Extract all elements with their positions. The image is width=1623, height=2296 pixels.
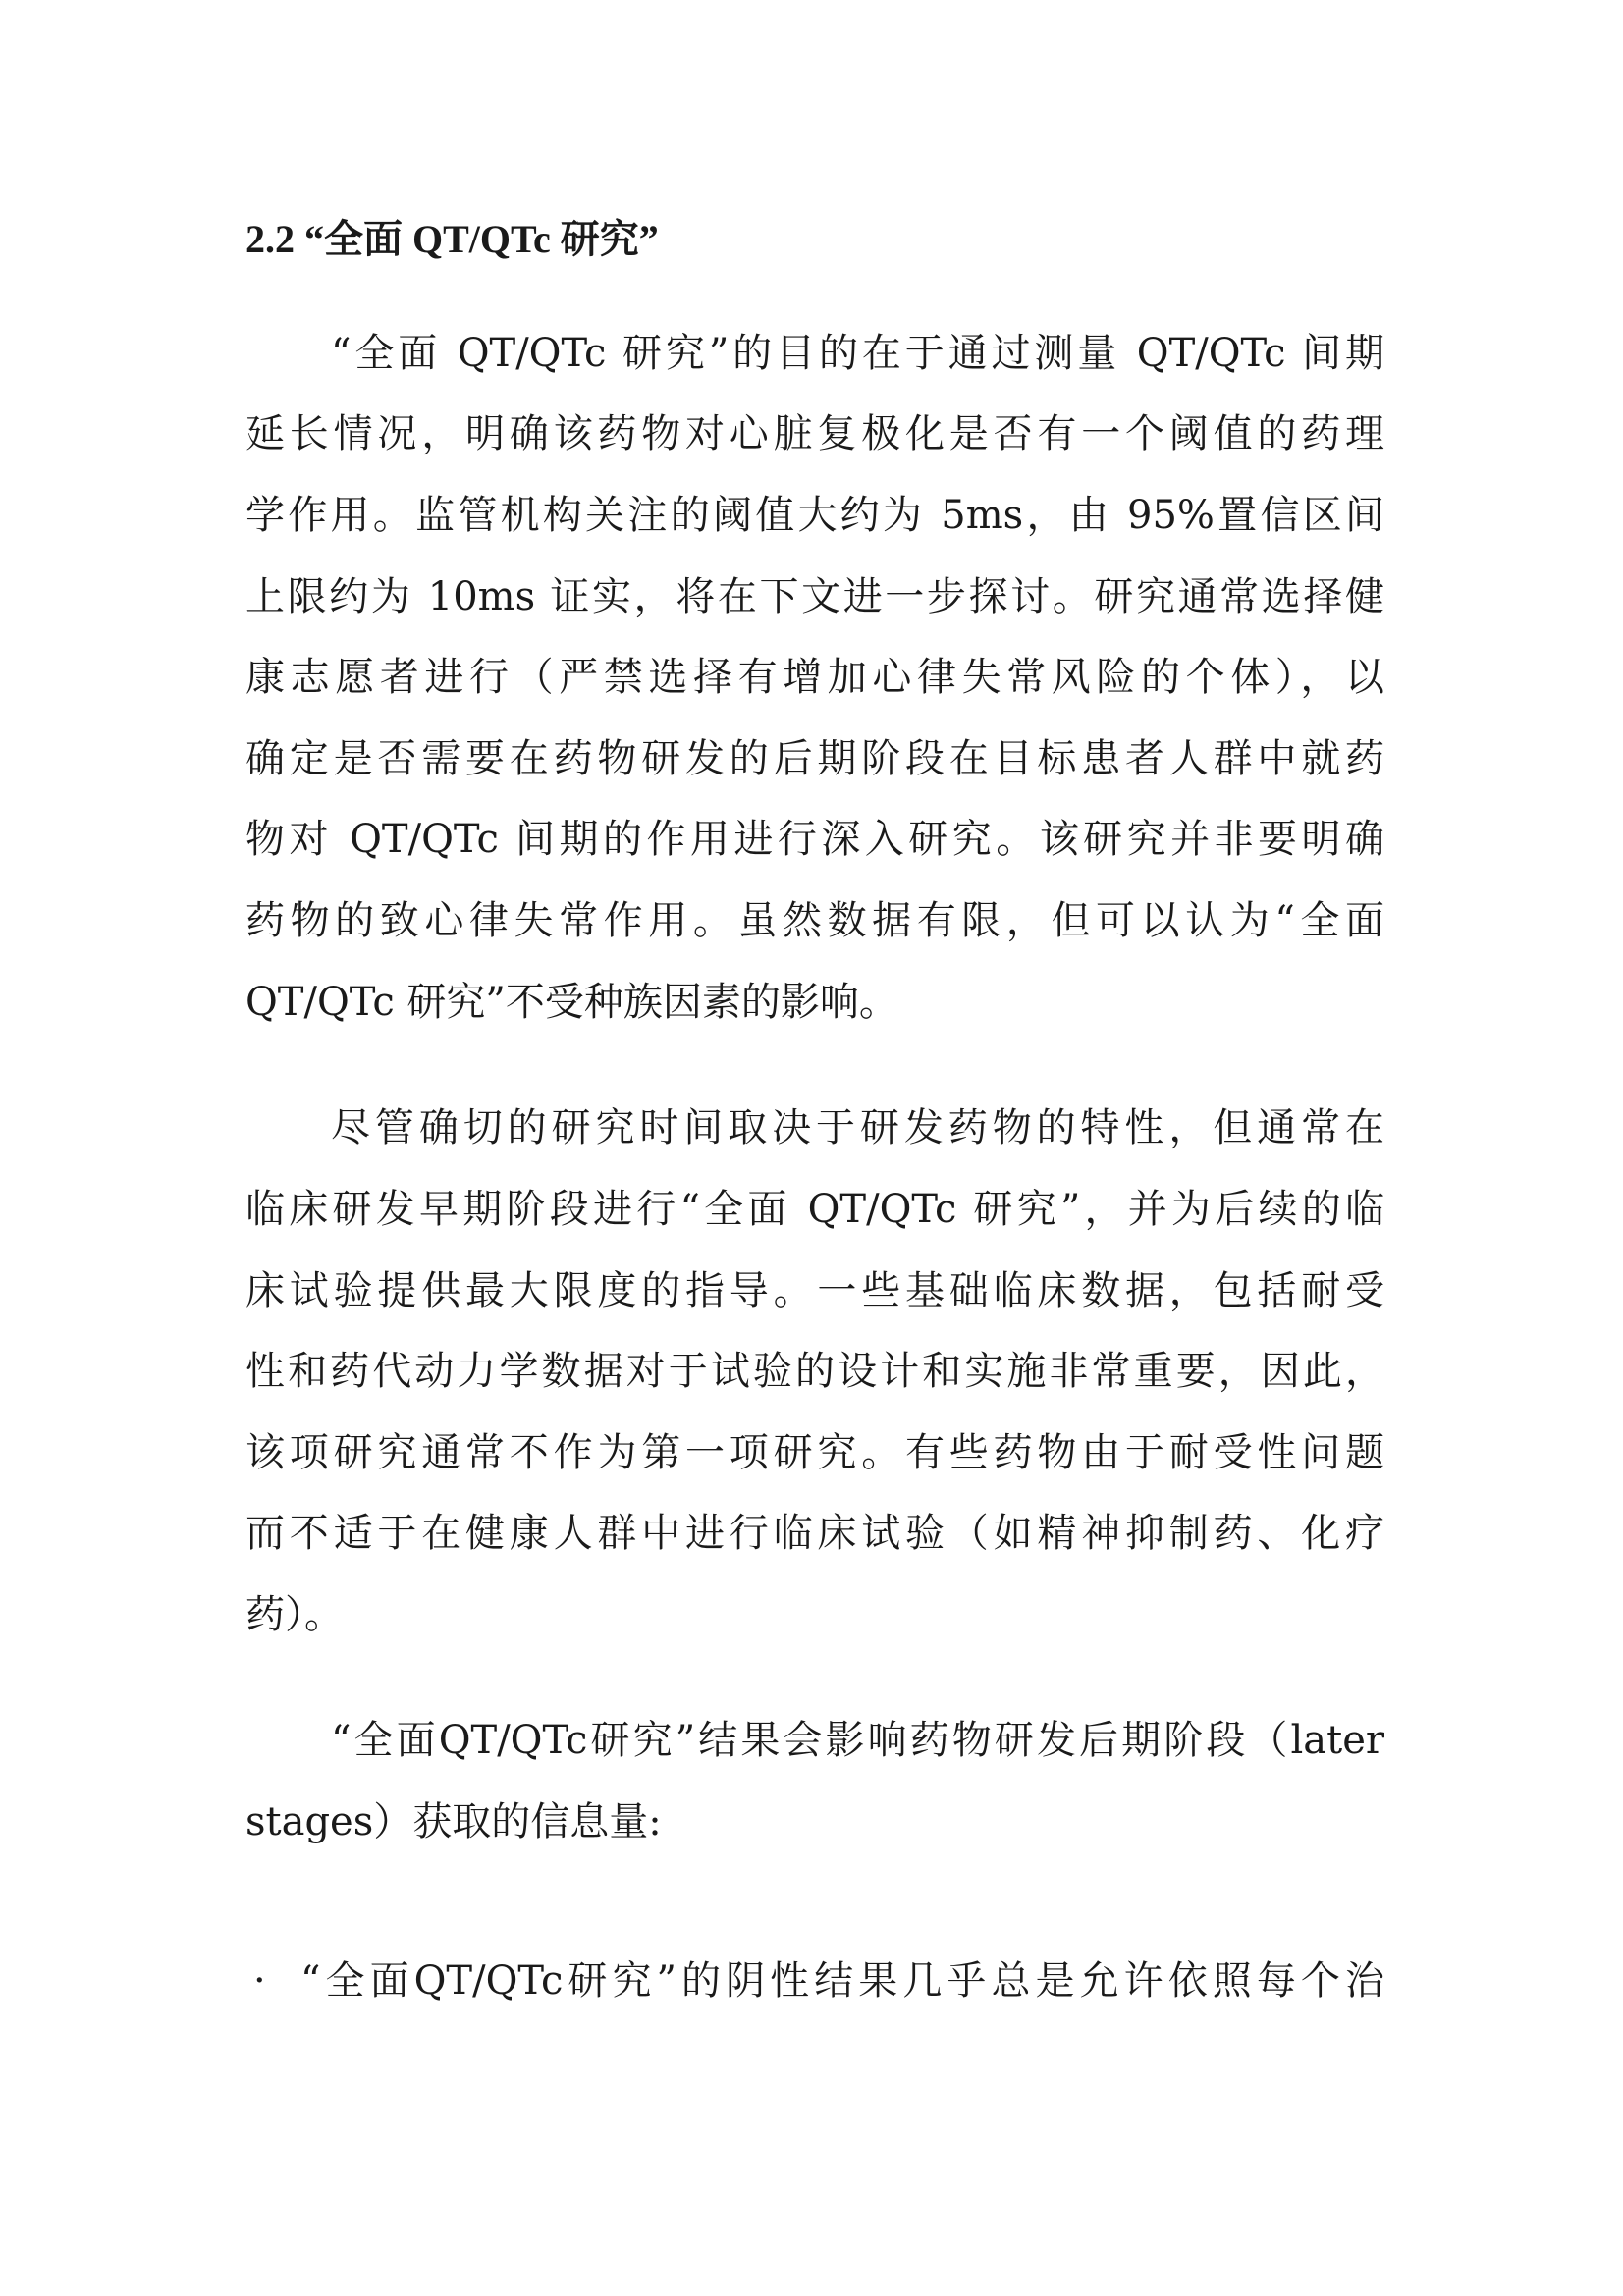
paragraph-line: “全面 QT/QTc 研究”的目的在于通过测量 QT/QTc 间期 [331, 331, 1384, 376]
paragraph-line: 康志愿者进行（严禁选择有增加心律失常风险的个体），以 [245, 655, 1384, 700]
paragraph-line: 药）。 [245, 1592, 344, 1637]
paragraph-line: 物对 QT/QTc 间期的作用进行深入研究。该研究并非要明确 [245, 817, 1384, 862]
paragraph-line: 该项研究通常不作为第一项研究。有些药物由于耐受性问题 [245, 1430, 1384, 1475]
paragraph-line: QT/QTc 研究”不受种族因素的影响。 [245, 980, 898, 1025]
paragraph-line: 药物的致心律失常作用。虽然数据有限，但可以认为“全面 [245, 898, 1384, 943]
bullet-marker: · [253, 1958, 266, 2003]
paragraph-line: 临床研发早期阶段进行“全面 QT/QTc 研究”，并为后续的临 [245, 1187, 1384, 1232]
paragraph-line: 延长情况，明确该药物对心脏复极化是否有一个阈值的药理 [245, 411, 1384, 456]
paragraph-line: 尽管确切的研究时间取决于研发药物的特性，但通常在 [331, 1105, 1384, 1150]
section-heading: 2.2 “全面 QT/QTc 研究” [245, 217, 659, 261]
paragraph-line: 而不适于在健康人群中进行临床试验（如精神抑制药、化疗 [245, 1511, 1384, 1556]
paragraph-line: 学作用。监管机构关注的阈值大约为 5ms，由 95%置信区间 [245, 493, 1384, 538]
paragraph-line: 上限约为 10ms 证实，将在下文进一步探讨。研究通常选择健 [245, 574, 1384, 619]
paragraph-line: 确定是否需要在药物研发的后期阶段在目标患者人群中就药 [245, 736, 1384, 781]
bullet-text: “全面QT/QTc研究”的阴性结果几乎总是允许依照每个治 [300, 1958, 1384, 2003]
paragraph-line: 床试验提供最大限度的指导。一些基础临床数据，包括耐受 [245, 1268, 1384, 1313]
paragraph-line: “全面QT/QTc研究”结果会影响药物研发后期阶段（later [331, 1718, 1384, 1763]
paragraph-line: 性和药代动力学数据对于试验的设计和实施非常重要，因此， [245, 1349, 1384, 1394]
paragraph-line: stages）获取的信息量: [245, 1799, 662, 1844]
